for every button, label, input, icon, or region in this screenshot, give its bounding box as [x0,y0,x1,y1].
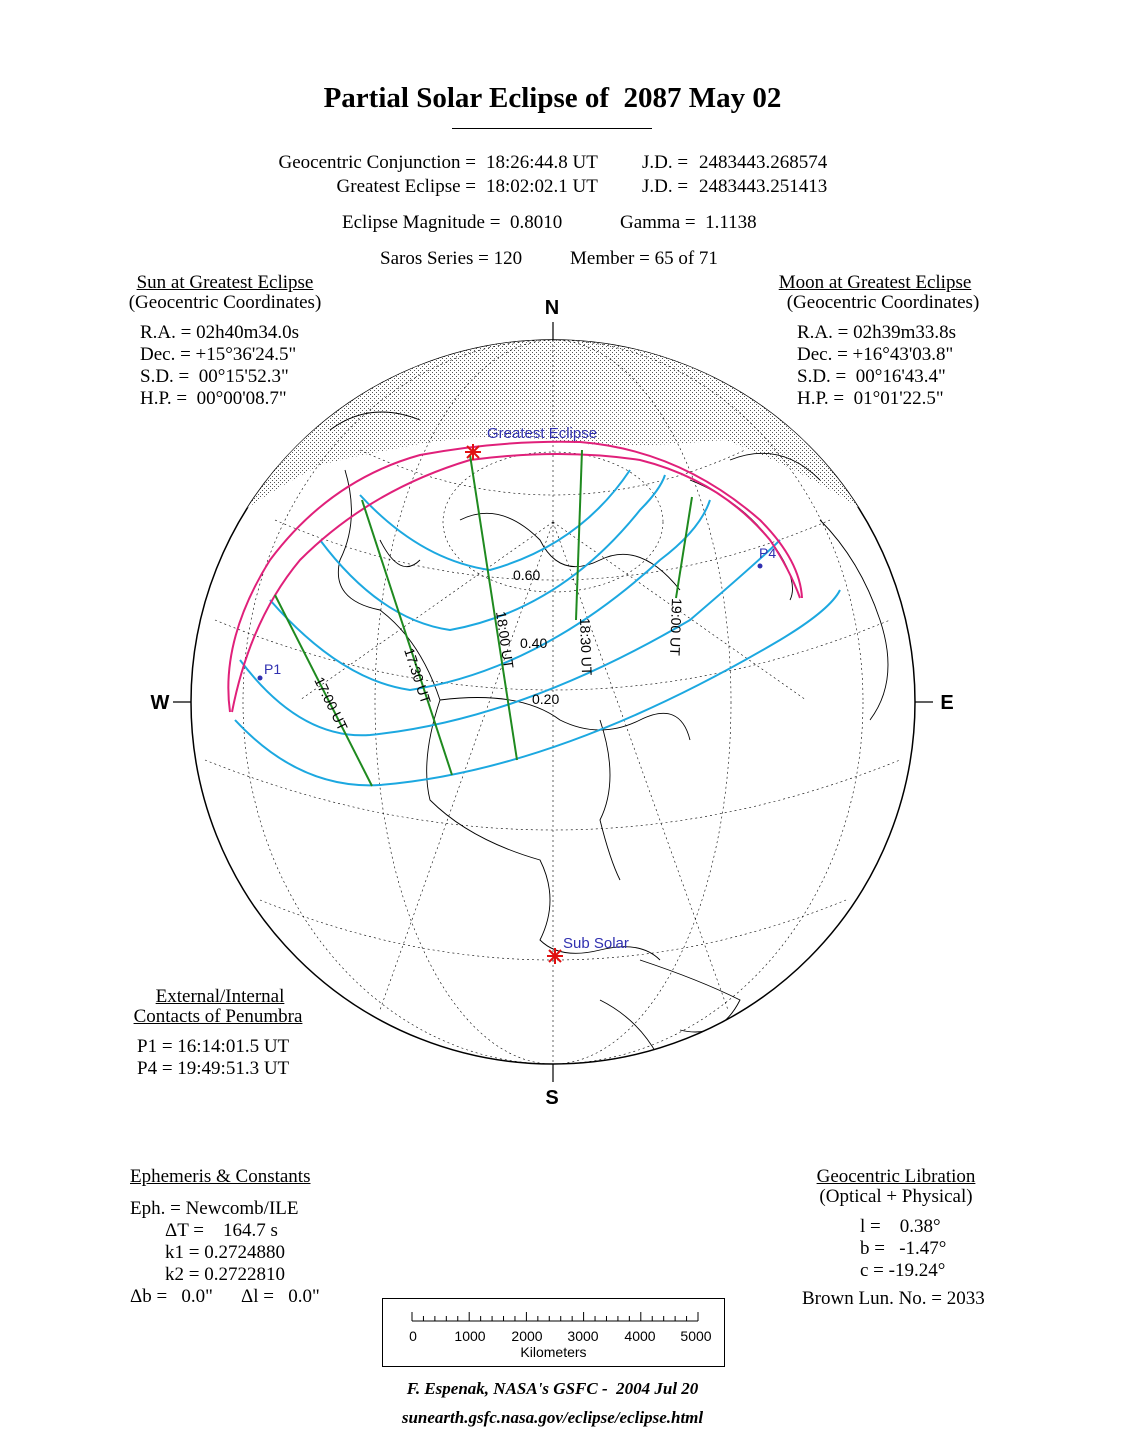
p4-label: P4 [759,545,777,561]
p1-label: P1 [264,661,282,677]
scale-tick-label-2000: 2000 [511,1328,543,1344]
gamma: Gamma = 1.1138 [620,212,757,233]
page-title: Partial Solar Eclipse of 2087 May 02 [323,82,782,114]
sun-sd: S.D. = 00°15'52.3" [140,366,289,387]
ephemeris-delta-l: Δl = 0.0" [241,1286,320,1307]
moon-heading: Moon at Greatest Eclipse [778,272,972,293]
libration-heading: Geocentric Libration [816,1166,976,1187]
scale-tick-label-0: 0 [409,1328,417,1344]
sun-dec: Dec. = +15°36'24.5" [140,344,297,365]
moon-ra: R.A. = 02h39m33.8s [797,322,957,343]
magnitude-label-0.60: 0.60 [513,567,541,583]
time-label-1700: 17:00 UT [311,674,351,734]
libration-l: l = 0.38° [860,1216,941,1237]
sub-solar-marker [547,948,563,964]
ephemeris-k2: k2 = 0.2722810 [165,1264,285,1285]
eclipse-magnitude: Eclipse Magnitude = 0.8010 [342,212,563,233]
magnitude-label-0.20: 0.20 [532,691,560,707]
scale-box [382,1298,725,1367]
saros-member: Member = 65 of 71 [570,248,718,269]
scale-tick-label-4000: 4000 [624,1328,656,1344]
scale-tick-label-1000: 1000 [454,1328,486,1344]
conjunction-time: 18:26:44.8 UT [486,152,598,173]
time-label-1830: 18:30 UT [577,617,596,676]
sun-ra: R.A. = 02h40m34.0s [140,322,300,343]
libration-c: c = -19.24° [860,1260,946,1281]
scale-tick-label-5000: 5000 [680,1328,712,1344]
moon-subheading: (Geocentric Coordinates) [786,292,980,313]
p4-marker [758,564,763,569]
sun-hp: H.P. = 00°00'08.7" [140,388,287,409]
sun-subheading: (Geocentric Coordinates) [128,292,322,313]
ephemeris-heading: Ephemeris & Constants [130,1166,311,1187]
libration-subheading: (Optical + Physical) [819,1186,973,1207]
east-label: E [940,692,954,714]
libration-b: b = -1.47° [860,1238,947,1259]
contacts-heading-1: External/Internal [155,986,285,1007]
greatest-jd-label: J.D. = [642,176,689,197]
sun-heading: Sun at Greatest Eclipse [136,272,314,293]
credit-author: F. Espenak, NASA's GSFC - 2004 Jul 20 [406,1379,699,1398]
contacts-heading-2: Contacts of Penumbra [133,1006,303,1027]
brown-lunation: Brown Lun. No. = 2033 [802,1288,985,1309]
ephemeris-eph: Eph. = Newcomb/ILE [130,1198,299,1219]
conjunction-label: Geocentric Conjunction = [278,152,476,173]
credit-url: sunearth.gsfc.nasa.gov/eclipse/eclipse.html [401,1408,704,1427]
ephemeris-delta-b: Δb = 0.0" [130,1286,213,1307]
greatest-jd: 2483443.251413 [699,176,828,197]
ephemeris-k1: k1 = 0.2724880 [165,1242,285,1263]
scale-tick-label-3000: 3000 [567,1328,599,1344]
magnitude-label-0.40: 0.40 [520,635,548,651]
contact-p4: P4 = 19:49:51.3 UT [137,1058,290,1079]
greatest-eclipse-label: Greatest Eclipse [487,425,598,442]
moon-dec: Dec. = +16°43'03.8" [797,344,954,365]
greatest-eclipse-marker [465,444,481,460]
west-label: W [150,692,170,714]
time-label-1730: 17:30 UT [401,645,435,706]
ephemeris-delta-t: ΔT = 164.7 s [165,1220,278,1241]
time-label-1900: 19:00 UT [666,597,685,657]
conjunction-jd-label: J.D. = [642,152,689,173]
greatest-label: Greatest Eclipse = [336,176,476,197]
saros-series: Saros Series = 120 [380,248,523,269]
conjunction-jd: 2483443.268574 [699,152,828,173]
moon-sd: S.D. = 00°16'43.4" [797,366,946,387]
sub-solar-label: Sub Solar [563,935,629,952]
moon-hp: H.P. = 01°01'22.5" [797,388,944,409]
scale-unit: Kilometers [520,1344,587,1360]
time-label-1800: 18:00 UT [493,610,517,670]
p1-marker [258,676,263,681]
north-label: N [544,297,560,319]
greatest-time: 18:02:02.1 UT [486,176,598,197]
south-label: S [545,1087,559,1109]
contact-p1: P1 = 16:14:01.5 UT [137,1036,290,1057]
